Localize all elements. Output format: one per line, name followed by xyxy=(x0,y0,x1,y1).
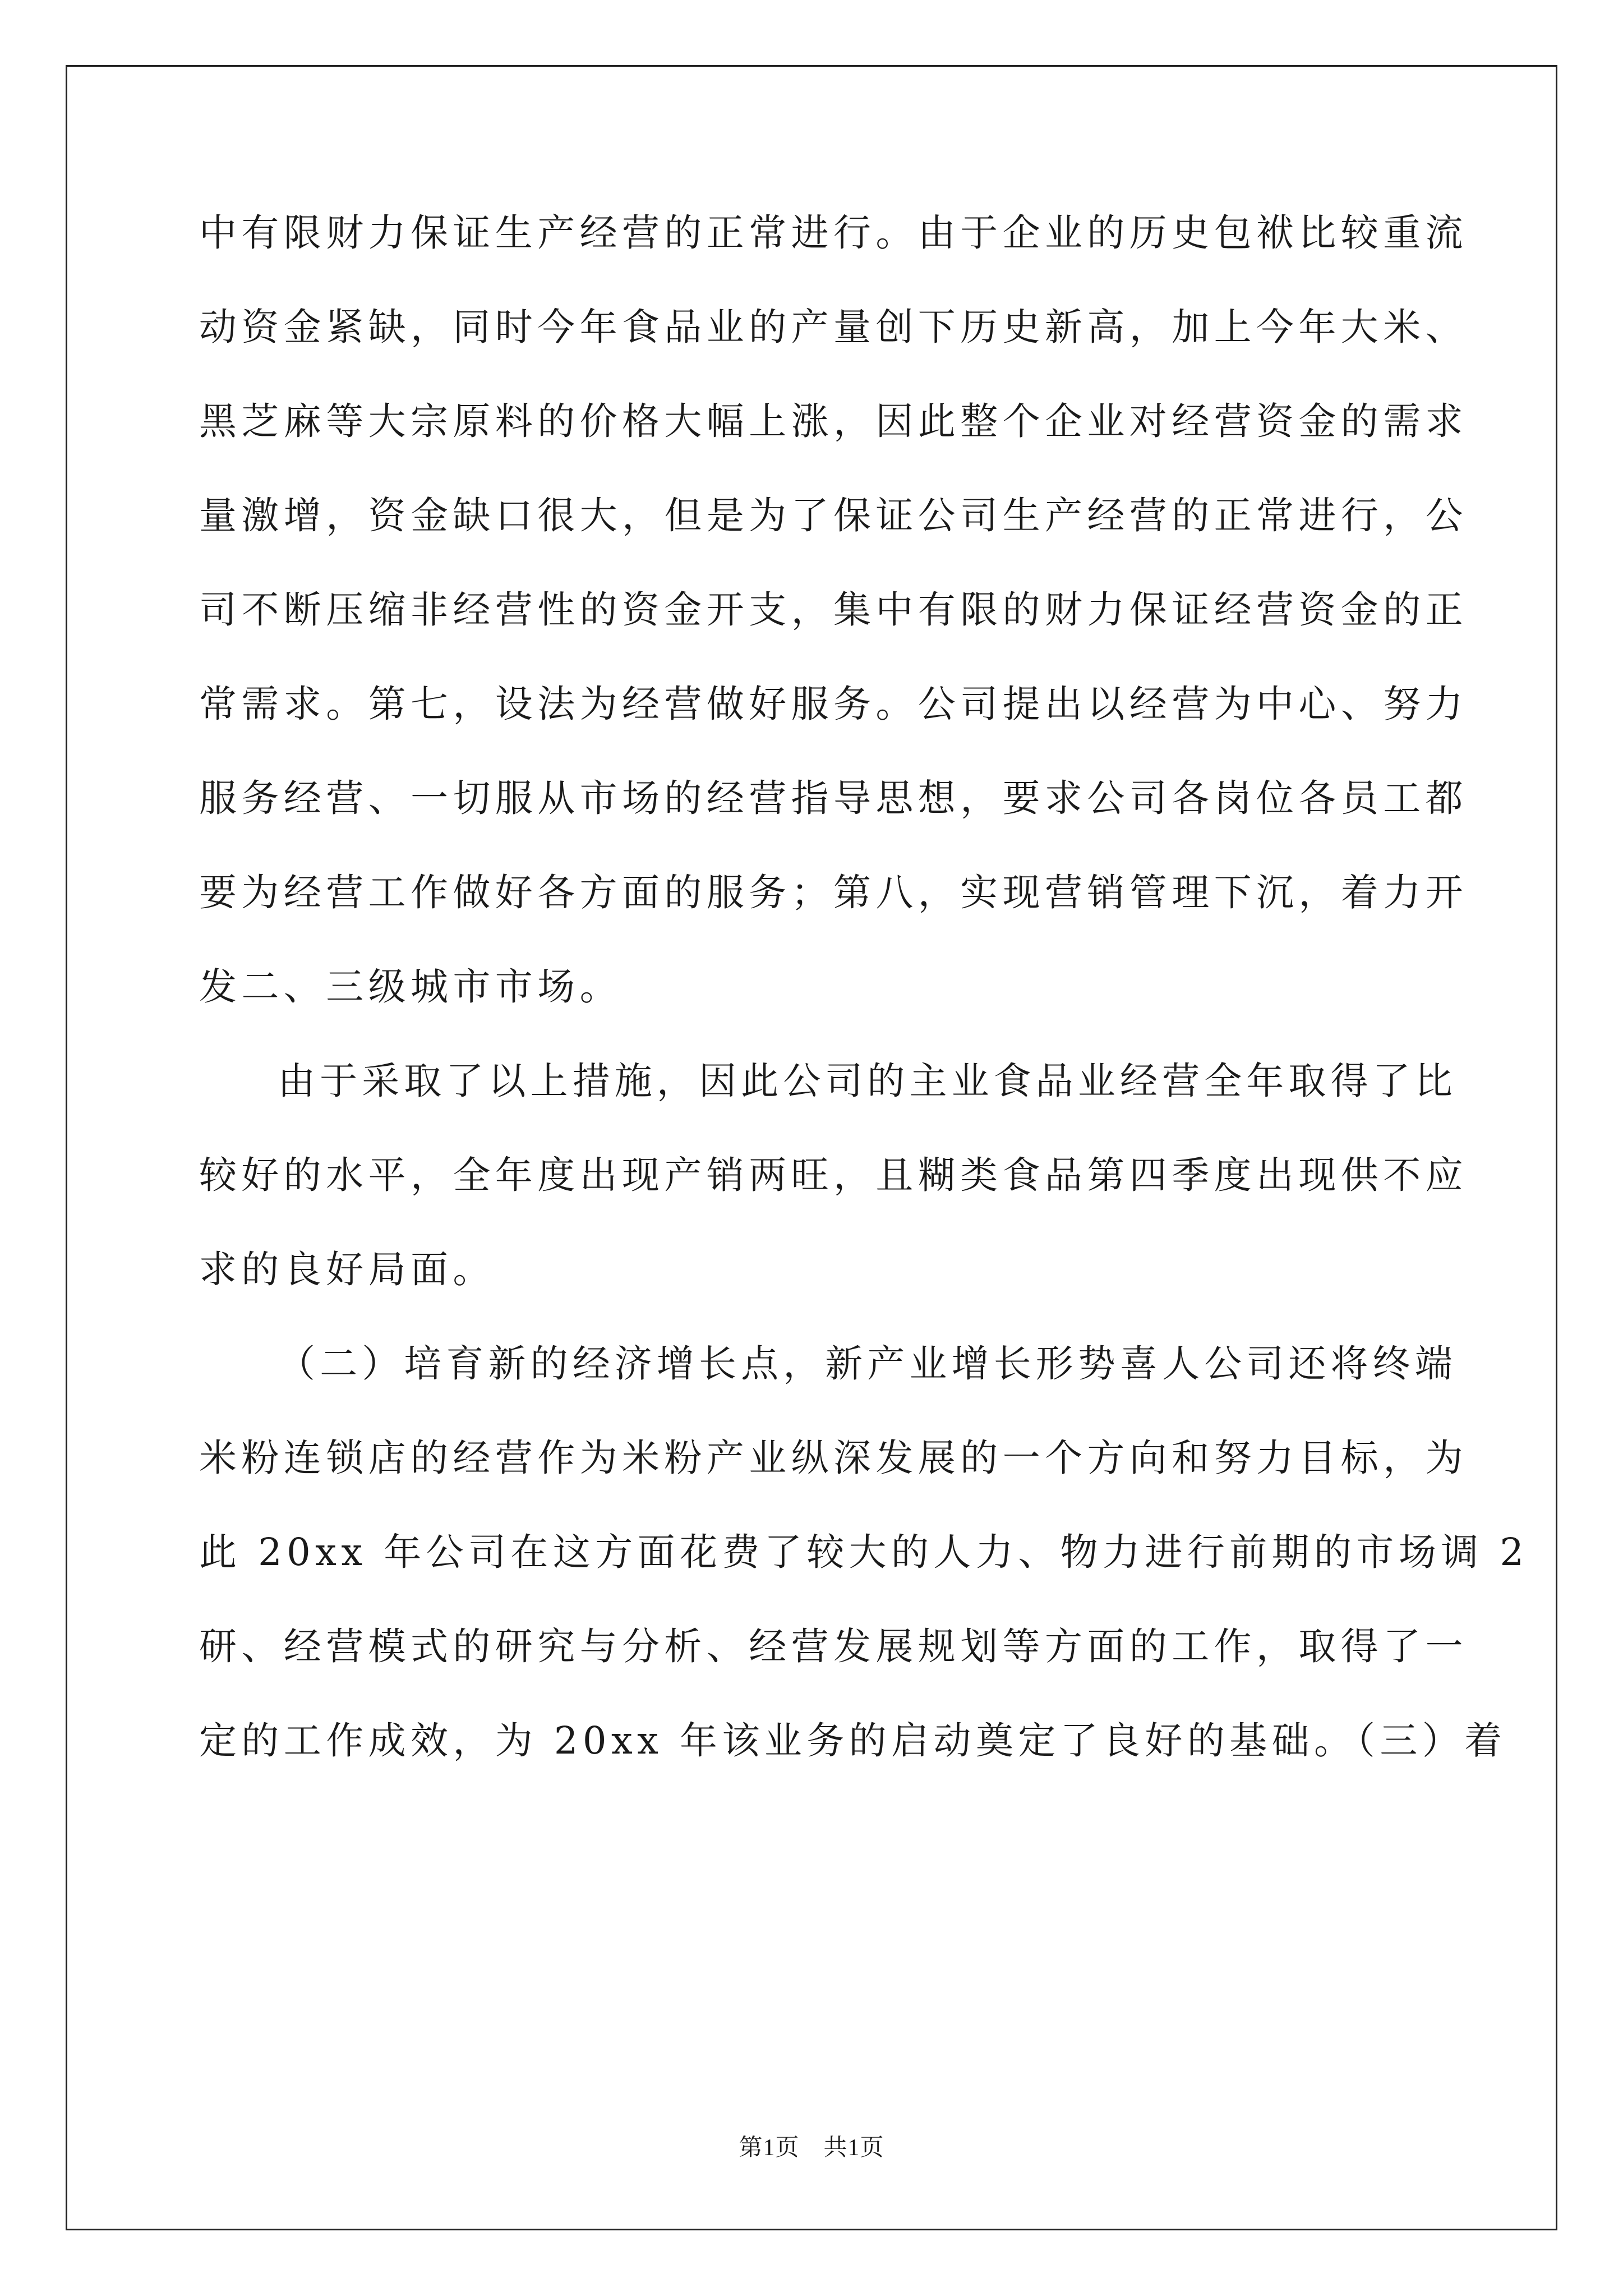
text-line: 司不断压缩非经营性的资金开支，集中有限的财力保证经营资金的正 xyxy=(199,588,1468,632)
text-line: 较好的水平，全年度出现产销两旺，且糊类食品第四季度出现供不应 xyxy=(199,1153,1468,1197)
text-line: 由于采取了以上措施，因此公司的主业食品业经营全年取得了比 xyxy=(278,1059,1457,1103)
text-line: 动资金紧缺，同时今年食品业的产量创下历史新高，加上今年大米、 xyxy=(199,305,1468,349)
text-line: （二）培育新的经济增长点，新产业增长形势喜人公司还将终端 xyxy=(278,1342,1457,1386)
page-number-footer: 第1页 共1页 xyxy=(739,2135,884,2161)
document-body xyxy=(199,211,1529,1816)
text-line: 定的工作成效，为 20xx 年该业务的启动奠定了良好的基础。（三）着 xyxy=(199,1719,1507,1763)
text-line: 发二、三级城市市场。 xyxy=(199,965,622,1009)
text-line: 米粉连锁店的经营作为米粉产业纵深发展的一个方向和努力目标，为 xyxy=(199,1436,1468,1480)
text-line: 研、经营模式的研究与分析、经营发展规划等方面的工作，取得了一 xyxy=(199,1625,1468,1668)
text-line: 常需求。第七，设法为经营做好服务。公司提出以经营为中心、努力 xyxy=(199,682,1468,726)
text-line: 要为经营工作做好各方面的服务；第八，实现营销管理下沉，着力开 xyxy=(199,871,1468,914)
text-line: 求的良好局面。 xyxy=(199,1248,495,1291)
text-line: 服务经营、一切服从市场的经营指导思想，要求公司各岗位各员工都 xyxy=(199,776,1468,820)
text-line: 量激增，资金缺口很大，但是为了保证公司生产经营的正常进行，公 xyxy=(199,494,1468,537)
text-line: 中有限财力保证生产经营的正常进行。由于企业的历史包袱比较重流 xyxy=(199,211,1468,255)
text-line: 此 20xx 年公司在这方面花费了较大的人力、物力进行前期的市场调 2 xyxy=(199,1530,1529,1574)
text-line: 黑芝麻等大宗原料的价格大幅上涨，因此整个企业对经营资金的需求 xyxy=(199,399,1468,443)
